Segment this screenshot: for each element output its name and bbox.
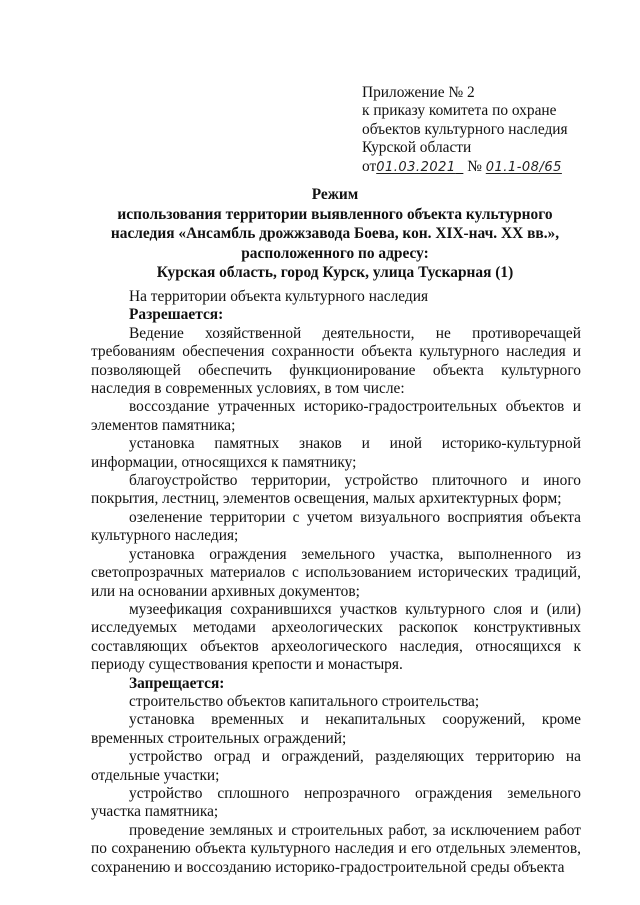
- handwritten-order-number: 01.1-08/65: [485, 159, 562, 175]
- number-prefix: №: [467, 157, 482, 175]
- forbidden-heading: Запрещается:: [129, 674, 225, 692]
- document-body: [91, 288, 581, 877]
- allowed-item: установка памятных знаков и иной историко-культурной информации, относящихся к памятнику;: [91, 435, 581, 471]
- appendix-header: [362, 84, 632, 176]
- appendix-number: Приложение № 2: [362, 84, 475, 101]
- allowed-item: установка ограждения земельного участка, выполненного из светопрозрачных материалов с использованием исторических традиций, или на основании архивных документов;: [91, 545, 581, 600]
- allowed-heading: Разрешается:: [129, 306, 224, 324]
- document-title: [110, 185, 560, 283]
- intro-paragraph: На территории объекта культурного наследия: [129, 288, 429, 305]
- date-prefix: от: [362, 157, 377, 175]
- forbidden-item: строительство объектов капитального строительства;: [129, 692, 480, 710]
- forbidden-item: устройство сплошного непрозрачного ограждения земельного участка памятника;: [91, 784, 581, 821]
- appendix-order-line: к приказу комитета по охране: [362, 102, 557, 120]
- allowed-item: озеленение территории с учетом визуального восприятия объекта культурного наследия;: [91, 508, 581, 545]
- title-line-2: использования территории выявленного объекта культурного: [117, 205, 553, 223]
- title-line-4: расположенного по адресу:: [241, 244, 429, 262]
- handwritten-date: 01.03.2021: [376, 159, 456, 175]
- allowed-item: благоустройство территории, устройство плиточного и иного покрытия, лестниц, элементов освещения, малых архитектурных форм;: [91, 472, 581, 508]
- allowed-item: Ведение хозяйственной деятельности, не противоречащей требованиям обеспечения сохранности объекта культурного наследия и позволяющей обеспечить функционирование объекта культурного наследия в современных условиях, в том числе:: [91, 324, 581, 398]
- forbidden-item: установка временных и некапитальных сооружений, кроме временных строительных ограждений;: [91, 711, 581, 747]
- forbidden-item: проведение земляных и строительных работ, за исключением работ по сохранению объекта культурного наследия и его отдельных элементов, сохранению и воссозданию историко-градостроительной среды объекта: [91, 821, 581, 876]
- forbidden-item: устройство оград и ограждений, разделяющих территорию на отдельные участки;: [91, 748, 581, 784]
- title-line-3: наследия «Ансамбль дрожжзавода Боева, кон. XIX-нач. XX вв.»,: [110, 225, 560, 242]
- appendix-date-number-line: [362, 158, 632, 176]
- title-line-1: Режим: [311, 186, 359, 203]
- appendix-region-line: Курской области: [362, 139, 472, 157]
- allowed-item: воссоздание утраченных историко-градостроительных объектов и элементов памятника;: [91, 398, 581, 434]
- allowed-item: музеефикация сохранившихся участков культурного слоя и (или) исследуемых методами археологических раскопок конструктивных составляющих объектов археологического наследия, относящихся к периоду существования крепости и монастыря.: [91, 600, 581, 674]
- appendix-committee-line: объектов культурного наследия: [362, 120, 568, 138]
- title-line-5: Курская область, город Курск, улица Тускарная (1): [156, 264, 514, 281]
